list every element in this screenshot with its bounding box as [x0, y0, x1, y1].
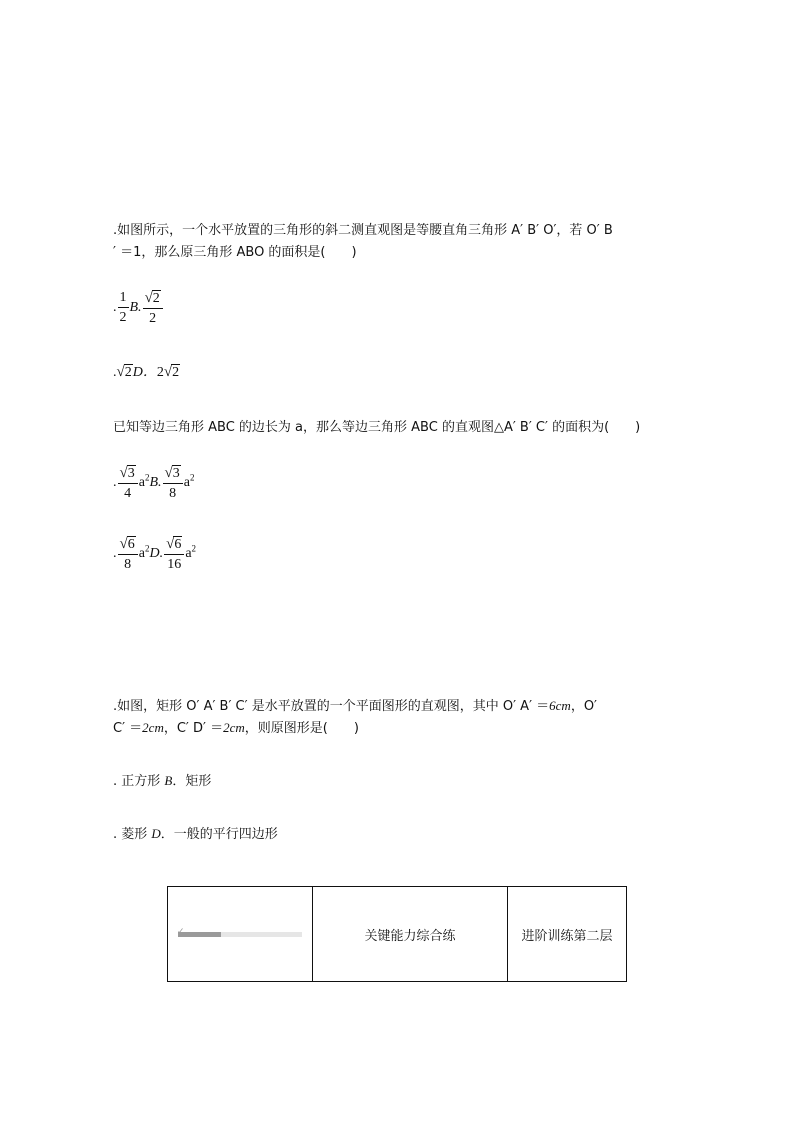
- q3-line-2-value-1: 2cm: [142, 720, 164, 735]
- q1-option-c-radicand: 2: [124, 365, 132, 380]
- q1-option-a-denominator: 2: [119, 310, 127, 325]
- q2-option-c-radicand: 6: [127, 537, 135, 552]
- q2-option-d-variable: a: [185, 546, 192, 562]
- q2-option-c-denominator: 8: [124, 557, 132, 572]
- q3-line-1-value: 6cm: [549, 698, 571, 713]
- q1-option-b-radicand: 2: [152, 291, 160, 306]
- footer-table: [167, 886, 627, 982]
- q3-option-d-label: D: [151, 826, 161, 841]
- q2-option-b-variable: a: [183, 475, 190, 491]
- q1-option-d-label: D．: [132, 365, 157, 380]
- q1-option-b-denominator: 2: [149, 311, 157, 326]
- q1-option-a-dot: .: [113, 300, 117, 316]
- q3-option-d: ．一般的平行四边形: [160, 827, 278, 842]
- q3-option-c: . 菱形: [113, 827, 152, 842]
- q3-line-2-text-a: C′ ＝: [113, 721, 143, 736]
- q2-option-c-variable: a: [138, 546, 145, 562]
- q2-option-d-label: D.: [149, 546, 164, 562]
- q1-option-d-radicand: 2: [172, 365, 180, 380]
- q3-line-2: [113, 717, 359, 736]
- q2-option-c-exponent: 2: [144, 543, 150, 554]
- q3-option-a: . 正方形: [113, 774, 165, 789]
- q2-option-b-exponent: 2: [189, 472, 195, 483]
- q2-option-a-radicand: 3: [127, 466, 135, 481]
- footer-section-title: 关键能力综合练: [313, 887, 508, 982]
- q2-options-ab: [113, 465, 194, 501]
- q2-option-d-denominator: 16: [167, 557, 182, 572]
- q3-option-b-label: B: [164, 773, 173, 788]
- check-icon: ✓: [177, 926, 185, 937]
- q1-line-2: ′ ＝1，那么原三角形 ABO 的面积是( ): [113, 245, 357, 260]
- progress-bar: [177, 926, 302, 937]
- q3-line-2-text-e: ，则原图形是( ): [244, 721, 359, 736]
- q2-line-1: 已知等边三角形 ABC 的边长为 a，那么等边三角形 ABC 的直观图△A′ B′ C′ 的面积为( ): [113, 420, 641, 435]
- q2-option-c-dot: .: [113, 546, 117, 562]
- q2-option-a-fraction: √ 3 4: [118, 465, 138, 501]
- q1-option-a-numerator: 1: [118, 291, 129, 308]
- q3-line-1: [113, 695, 597, 714]
- q1-options-cd: . √ 2 D．2 √ 2: [113, 364, 180, 380]
- q2-option-b-radicand: 3: [172, 466, 180, 481]
- q1-option-a-fraction: [118, 291, 129, 325]
- q1-option-c-dot: .: [113, 365, 117, 380]
- q1-option-b-label: B.: [129, 300, 142, 316]
- q3-option-b: ．矩形: [172, 774, 212, 789]
- q1-option-d-coefficient: 2: [156, 365, 164, 380]
- q3-line-2-text-c: ，C′ D′ ＝: [163, 721, 224, 736]
- q1-line-1: .如图所示，一个水平放置的三角形的斜二测直观图是等腰直角三角形 A′ B′ O′，若 O′ B: [113, 223, 613, 238]
- q3-options-cd: [113, 823, 278, 842]
- q2-option-a-variable: a: [138, 475, 145, 491]
- q2-option-d-radicand: 6: [174, 537, 182, 552]
- q2-option-a-denominator: 4: [124, 486, 132, 501]
- q3-options-ab: [113, 770, 211, 789]
- q2-option-c-fraction: √ 6 8: [118, 536, 138, 572]
- footer-progress-cell: [168, 887, 313, 982]
- q2-option-d-fraction: √ 6 16: [164, 536, 184, 572]
- q2-option-a-dot: .: [113, 475, 117, 491]
- q1-options-ab: [113, 290, 164, 326]
- q2-option-b-denominator: 8: [169, 486, 177, 501]
- q3-line-2-value-2: 2cm: [223, 720, 245, 735]
- q2-option-a-exponent: 2: [144, 472, 150, 483]
- q2-option-b-label: B.: [149, 475, 162, 491]
- q1-option-b-fraction: √ 2 2: [143, 290, 163, 326]
- q2-options-cd: [113, 536, 196, 572]
- q3-line-1-text-a: .如图，矩形 O′ A′ B′ C′ 是水平放置的一个平面图形的直观图，其中 O′ A′ ＝: [113, 699, 550, 714]
- q3-line-1-text-c: ，O′: [570, 699, 598, 714]
- footer-level-title: 进阶训练第二层: [508, 887, 627, 982]
- q2-option-b-fraction: √ 3 8: [163, 465, 183, 501]
- q2-option-d-exponent: 2: [191, 543, 197, 554]
